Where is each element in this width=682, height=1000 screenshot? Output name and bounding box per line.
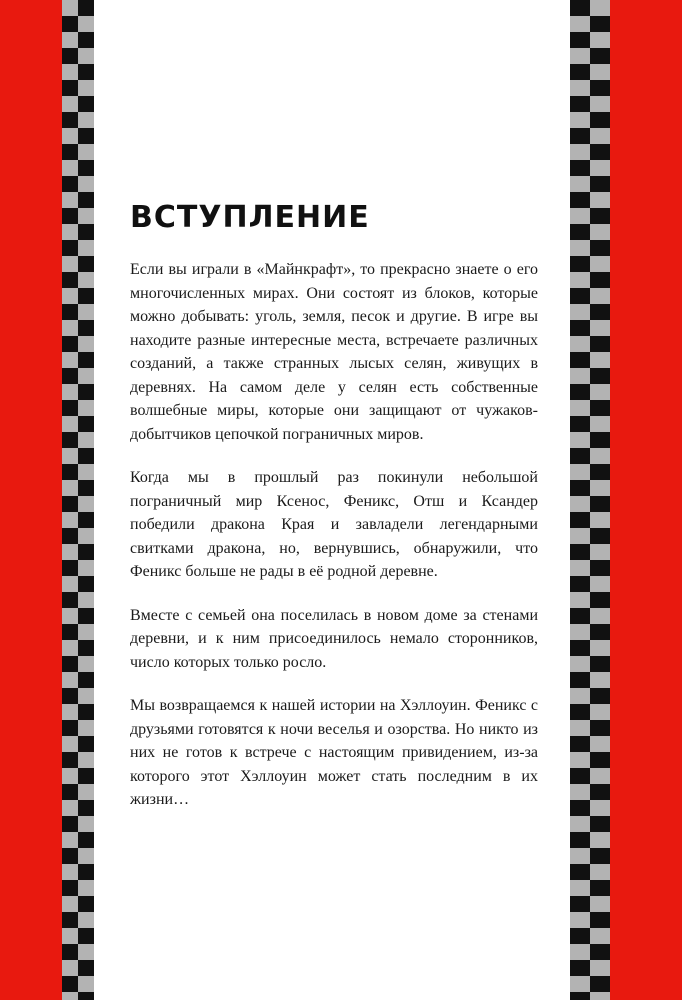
- right-checker-stripe-inner: [570, 0, 590, 1000]
- book-page: [94, 0, 570, 1000]
- page-title: ВСТУПЛЕНИЕ: [130, 200, 370, 235]
- right-checker-stripe: [590, 0, 610, 1000]
- left-checker-stripe: [62, 0, 78, 1000]
- paragraph-2: Когда мы в прошлый раз покинули небольшой пограничный мир Ксенос, Феникс, Отш и Ксандер победили дракона Края и завладели легендарными свитками дракона, но, вернувшись, обнаружили, что Феникс больше не рады в её родной деревне.: [130, 469, 538, 580]
- paragraph-4: Мы возвращаемся к нашей истории на Хэллоуин. Феникс с друзьями готовятся к ночи веселья и озорства. Но никто из них не готов к встрече с настоящим привидением, из-за которого этот Хэллоуин может стать последним в их жизни…: [130, 697, 538, 808]
- left-red-border: [0, 0, 62, 1000]
- page-content: [130, 200, 538, 832]
- paragraph-1: Если вы играли в «Майнкрафт», то прекрасно знаете о его многочисленных мирах. Они состоят из блоков, которые можно добывать: уголь, земля, песок и другие. В игре вы находите разные интересные места, встречаете различных созданий, а также странных лысых селян, живущих в деревнях. На самом деле у селян есть собственные волшебные миры, которые они защищают от чужаков-добытчиков цепочкой пограничных миров.: [130, 261, 538, 443]
- left-checker-stripe-inner: [78, 0, 94, 1000]
- right-red-border: [610, 0, 682, 1000]
- paragraph-3: Вместе с семьей она поселилась в новом доме за стенами деревни, и к ним присоединилось немало сторонников, число которых только росло.: [130, 606, 538, 671]
